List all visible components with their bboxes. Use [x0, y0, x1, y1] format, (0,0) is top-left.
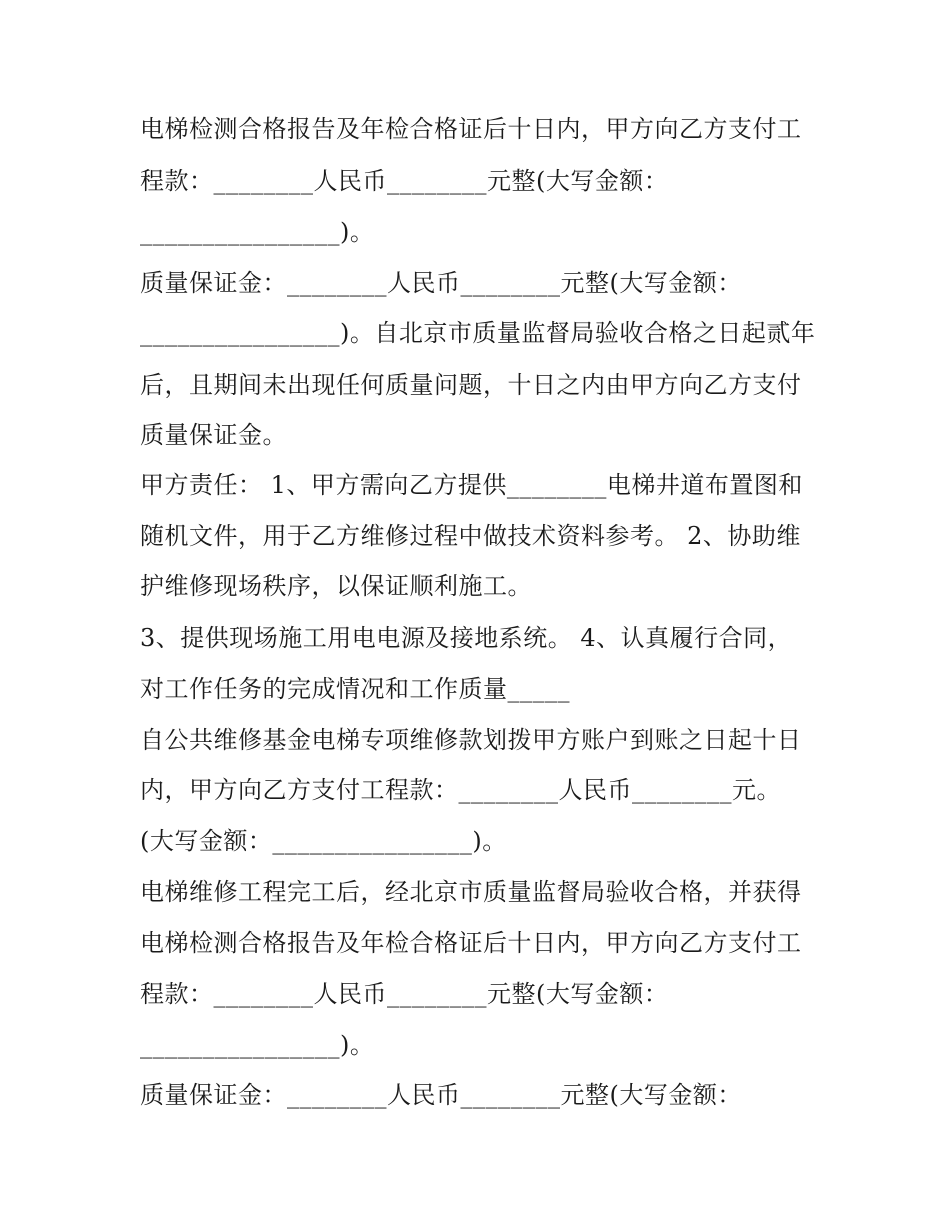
- text-line: ________________)。自北京市质量监督局验收合格之日起贰年: [140, 319, 816, 347]
- text-line: ________________)。: [140, 218, 375, 246]
- text-line: 质量保证金：________人民币________元整(大写金额：: [140, 269, 742, 297]
- text-line: 电梯检测合格报告及年检合格证后十日内，甲方向乙方支付工: [140, 115, 802, 143]
- text-line: 质量保证金。: [140, 421, 287, 449]
- text-line: 内，甲方向乙方支付工程款：________人民币________元。: [140, 776, 781, 804]
- text-line: 甲方责任： 1、甲方需向乙方提供________电梯井道布置图和: [140, 471, 803, 499]
- text-line: 护维修现场秩序，以保证顺利施工。: [140, 572, 532, 600]
- text-line: 随机文件，用于乙方维修过程中做技术资料参考。 2、协助维: [140, 522, 801, 550]
- text-line: 自公共维修基金电梯专项维修款划拨甲方账户到账之日起十日: [140, 726, 802, 754]
- text-line: 后，且期间未出现任何质量问题，十日之内由甲方向乙方支付: [140, 371, 802, 399]
- text-line: 电梯检测合格报告及年检合格证后十日内，甲方向乙方支付工: [140, 929, 802, 957]
- text-line: 3、提供现场施工用电电源及接地系统。 4、认真履行合同，: [140, 624, 793, 652]
- text-line: 程款：________人民币________元整(大写金额：: [140, 167, 669, 195]
- text-line: (大写金额：________________)。: [140, 827, 507, 855]
- text-line: 程款：________人民币________元整(大写金额：: [140, 980, 669, 1008]
- text-line: 对工作任务的完成情况和工作质量_____: [140, 675, 570, 703]
- text-line: ________________)。: [140, 1031, 375, 1059]
- text-line: 质量保证金：________人民币________元整(大写金额：: [140, 1081, 742, 1109]
- text-line: 电梯维修工程完工后，经北京市质量监督局验收合格，并获得: [140, 878, 802, 906]
